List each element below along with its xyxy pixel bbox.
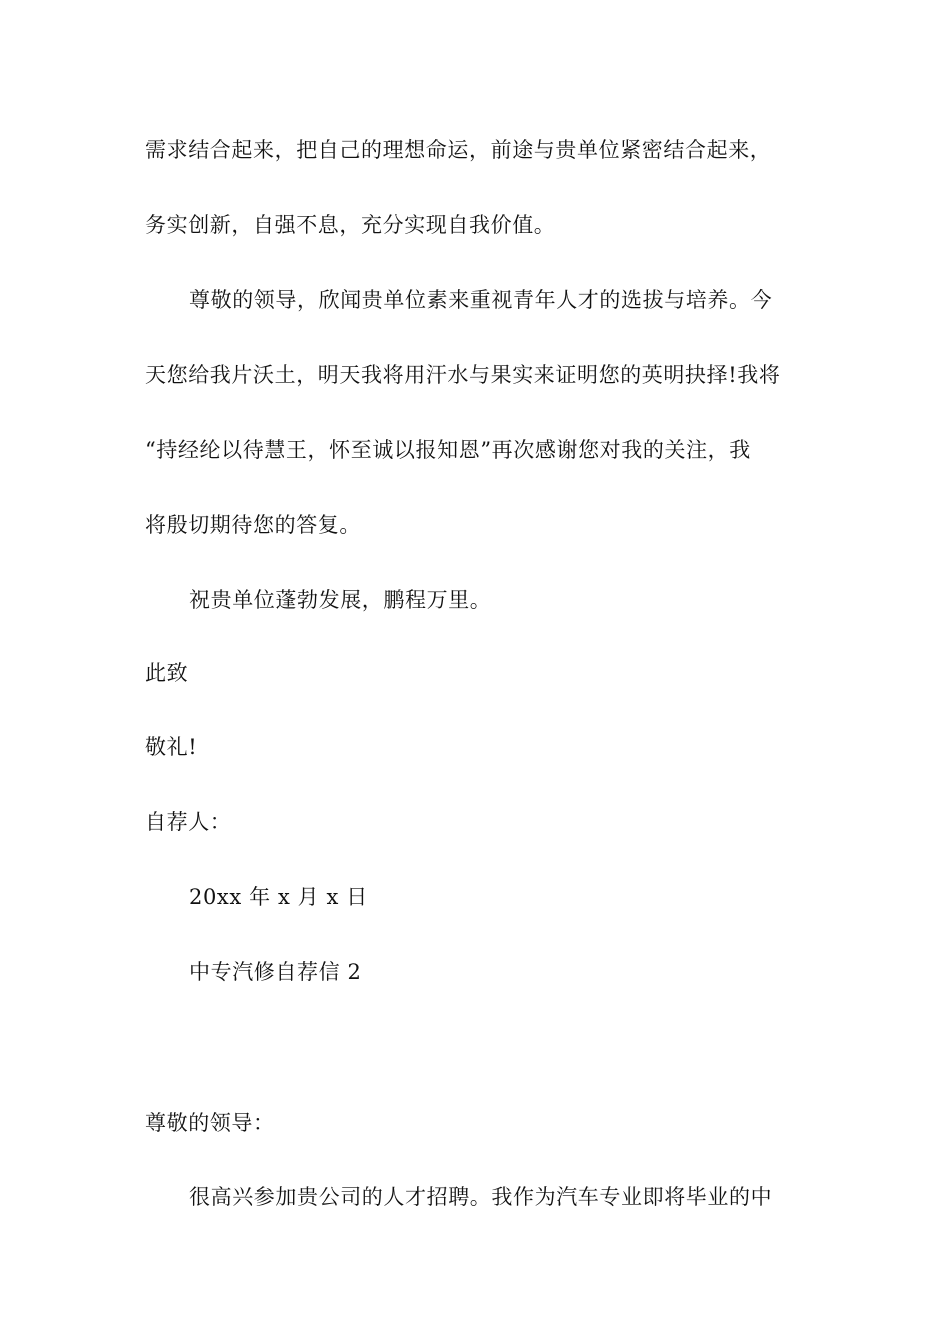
closing-salutation: 此致 (145, 661, 189, 685)
paragraph-line: 天您给我片沃土，明天我将用汗水与果实来证明您的英明抉择!我将 (145, 363, 781, 387)
paragraph-line: 很高兴参加贵公司的人才招聘。我作为汽车专业即将毕业的中 (189, 1185, 773, 1209)
date-line: 20xx 年 x 月 x 日 (189, 885, 368, 909)
greeting-line: 尊敬的领导： (145, 1111, 275, 1135)
paragraph-line: 将殷切期待您的答复。 (145, 513, 361, 537)
paragraph-line: 务实创新，自强不息，充分实现自我价值。 (145, 213, 556, 237)
paragraph-line: 祝贵单位蓬勃发展，鹏程万里。 (189, 588, 492, 612)
paragraph-line: 需求结合起来，把自己的理想命运，前途与贵单位紧密结合起来， (145, 138, 772, 162)
paragraph-line: 尊敬的领导，欣闻贵单位素来重视青年人才的选拔与培养。今 (189, 288, 773, 312)
closing-regards: 敬礼! (145, 735, 198, 759)
signature-label: 自荐人： (145, 810, 232, 834)
section-title: 中专汽修自荐信 2 (189, 960, 362, 984)
paragraph-line: “持经纶以待慧王，怀至诚以报知恩”再次感谢您对我的关注，我 (145, 438, 751, 462)
